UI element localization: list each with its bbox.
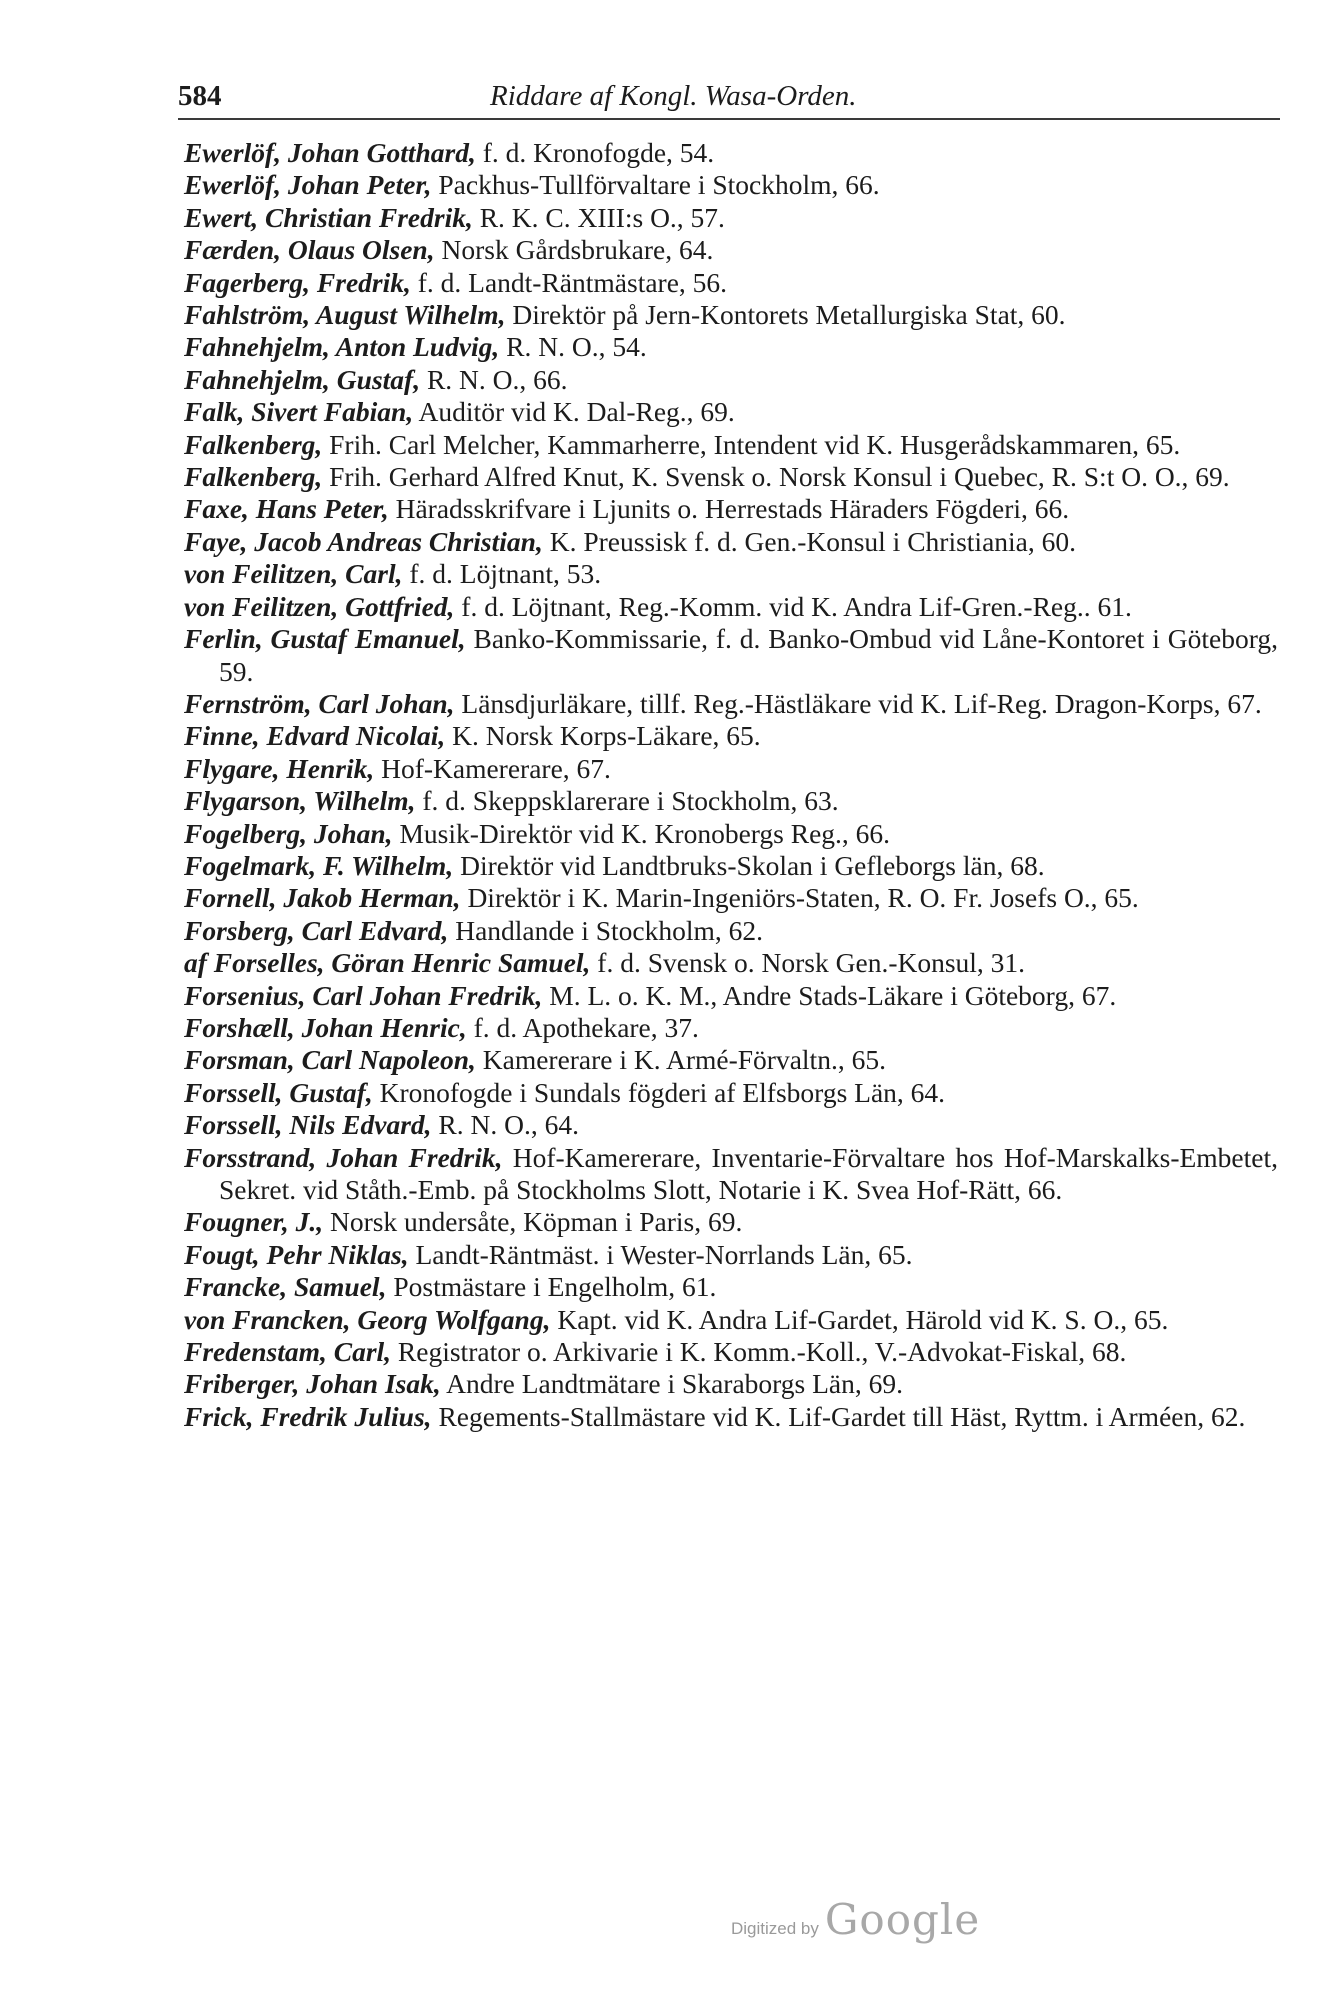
entry-name: Fougt, Pehr Niklas, xyxy=(184,1238,409,1270)
entry-name: Fogelberg, Johan, xyxy=(184,817,393,849)
page-header xyxy=(178,80,1278,120)
entry-name: Fougner, J., xyxy=(184,1206,324,1238)
entry-name: Faye, Jacob Andreas Christian, xyxy=(184,525,543,557)
entry-name: Fogelmark, F. Wilhelm, xyxy=(184,849,454,881)
entry-description: Regements-Stallmästare vid K. Lif-Gardet till Häst, Ryttm. i Arméen, 62. xyxy=(431,1400,1246,1432)
entry-description: f. d. Apothekare, 37. xyxy=(466,1011,699,1043)
entry-description: f. d. Löjtnant, 53. xyxy=(402,558,602,590)
digitized-by-google-watermark xyxy=(731,1895,980,1951)
entry xyxy=(184,1142,1278,1207)
entry-name: af Forselles, Göran Henric Samuel, xyxy=(184,947,591,979)
entry-description: Frih. Carl Melcher, Kammarherre, Intendent vid K. Husgerådskammaren, 65. xyxy=(322,428,1181,460)
entry-name: Ferlin, Gustaf Emanuel, xyxy=(184,623,466,655)
header-rule xyxy=(178,118,1280,120)
entry xyxy=(184,1012,1278,1044)
page-number: 584 xyxy=(178,80,222,112)
entry-name: Ewert, Christian Fredrik, xyxy=(184,201,473,233)
entry-name: Finne, Edvard Nicolai, xyxy=(184,720,446,752)
entry-name: von Feilitzen, Carl, xyxy=(184,558,403,590)
entry-name: Falk, Sivert Fabian, xyxy=(184,396,414,428)
entry xyxy=(184,1336,1278,1368)
entry-description: Auditör vid K. Dal-Reg., 69. xyxy=(413,396,735,428)
entry xyxy=(184,202,1278,234)
entry-description: Kamererare i K. Armé-Förvaltn., 65. xyxy=(475,1044,886,1076)
running-title: Riddare af Kongl. Wasa-Orden. xyxy=(490,80,857,112)
entry-description: Häradsskrifvare i Ljunits o. Herrestads Häraders Fögderi, 66. xyxy=(388,493,1070,525)
entry-name: von Feilitzen, Gottfried, xyxy=(184,590,455,622)
entry-description: f. d. Löjtnant, Reg.-Komm. vid K. Andra Lif-Gren.-Reg.. 61. xyxy=(454,590,1132,622)
entry-name: Francke, Samuel, xyxy=(184,1271,387,1303)
entry xyxy=(184,493,1278,525)
entry-name: Fernström, Carl Johan, xyxy=(184,687,455,719)
entry-name: Flygare, Henrik, xyxy=(184,752,375,784)
entry-name: Forsman, Carl Napoleon, xyxy=(184,1044,476,1076)
entry-description: Hof-Kamererare, 67. xyxy=(374,752,611,784)
entry xyxy=(184,169,1278,201)
entry-name: Fahnehjelm, Gustaf, xyxy=(184,363,421,395)
entry-name: Falkenberg, xyxy=(184,428,323,460)
entry-description: Hof-Kamererare, Inventarie-Förvaltare hos Hof-Marskalks-Embetet, Sekret. vid Ståth.-Emb. på Stockholms Slott, Notarie i K. Svea Hof-Rätt, 66. xyxy=(219,1141,1278,1205)
entry-description: R. N. O., 66. xyxy=(420,363,568,395)
entry-name: Forssell, Gustaf, xyxy=(184,1076,373,1108)
entry xyxy=(184,850,1278,882)
entry xyxy=(184,753,1278,785)
entry xyxy=(184,882,1278,914)
entry-description: Länsdjurläkare, tillf. Reg.-Hästläkare vid K. Lif-Reg. Dragon-Korps, 67. xyxy=(454,687,1262,719)
entry-description: Norsk undersåte, Köpman i Paris, 69. xyxy=(323,1206,743,1238)
entry-description: Direktör på Jern-Kontorets Metallurgiska Stat, 60. xyxy=(505,299,1066,331)
entry-description: Kapt. vid K. Andra Lif-Gardet, Härold vid K. S. O., 65. xyxy=(550,1303,1169,1335)
entry-name: Færden, Olaus Olsen, xyxy=(184,234,435,266)
entry xyxy=(184,1368,1278,1400)
entry xyxy=(184,558,1278,590)
entry xyxy=(184,785,1278,817)
entry xyxy=(184,267,1278,299)
entry xyxy=(184,591,1278,623)
entry-description: Andre Landtmätare i Skaraborgs Län, 69. xyxy=(440,1368,904,1400)
entry-description: Banko-Kommissarie, f. d. Banko-Ombud vid Låne-Kontoret i Göteborg, 59. xyxy=(219,623,1278,687)
entry xyxy=(184,688,1278,720)
entry xyxy=(184,818,1278,850)
entry-name: Fahnehjelm, Anton Ludvig, xyxy=(184,331,500,363)
entry xyxy=(184,915,1278,947)
entry-name: Flygarson, Wilhelm, xyxy=(184,785,416,817)
entry-description: M. L. o. K. M., Andre Stads-Läkare i Göteborg, 67. xyxy=(542,979,1117,1011)
entry xyxy=(184,1239,1278,1271)
entry-name: Forsenius, Carl Johan Fredrik, xyxy=(184,979,543,1011)
entry xyxy=(184,429,1278,461)
entry xyxy=(184,331,1278,363)
entry-description: Kronofogde i Sundals fögderi af Elfsborgs Län, 64. xyxy=(372,1076,946,1108)
entry-description: Musik-Direktör vid K. Kronobergs Reg., 66. xyxy=(392,817,891,849)
entry-name: Falkenberg, xyxy=(184,461,323,493)
entry-name: Forssell, Nils Edvard, xyxy=(184,1109,432,1141)
entry-description: Norsk Gårdsbrukare, 64. xyxy=(434,234,714,266)
entry-description: Registrator o. Arkivarie i K. Komm.-Koll., V.-Advokat-Fiskal, 68. xyxy=(391,1336,1127,1368)
entry-name: Forshæll, Johan Henric, xyxy=(184,1011,467,1043)
entry-name: Ewerlöf, Johan Peter, xyxy=(184,169,432,201)
entry-description: Frih. Gerhard Alfred Knut, K. Svensk o. Norsk Konsul i Quebec, R. S:t O. O., 69. xyxy=(322,461,1230,493)
entry xyxy=(184,1077,1278,1109)
entry xyxy=(184,396,1278,428)
entry-name: Fagerberg, Fredrik, xyxy=(184,266,411,298)
entry-name: Fahlström, August Wilhelm, xyxy=(184,299,506,331)
entry-name: Fornell, Jakob Herman, xyxy=(184,882,461,914)
entry xyxy=(184,1206,1278,1238)
entry-description: Packhus-Tullförvaltare i Stockholm, 66. xyxy=(431,169,880,201)
entry-name: Friberger, Johan Isak, xyxy=(184,1368,441,1400)
entry-description: f. d. Skeppsklarerare i Stockholm, 63. xyxy=(415,785,839,817)
entry-name: Fredenstam, Carl, xyxy=(184,1336,392,1368)
entry xyxy=(184,947,1278,979)
entry-description: Direktör i K. Marin-Ingeniörs-Staten, R. O. Fr. Josefs O., 65. xyxy=(460,882,1139,914)
entry xyxy=(184,364,1278,396)
entry xyxy=(184,623,1278,688)
entry-description: f. d. Svensk o. Norsk Gen.-Konsul, 31. xyxy=(590,947,1026,979)
entry-name: von Francken, Georg Wolfgang, xyxy=(184,1303,551,1335)
entry xyxy=(184,526,1278,558)
entry xyxy=(184,720,1278,752)
entry-list xyxy=(184,137,1278,1433)
entry-description: Landt-Räntmäst. i Wester-Norrlands Län, 65. xyxy=(408,1238,913,1270)
entry-description: R. K. C. XIII:s O., 57. xyxy=(472,201,725,233)
entry xyxy=(184,461,1278,493)
entry xyxy=(184,1044,1278,1076)
entry-description: Handlande i Stockholm, 62. xyxy=(448,914,764,946)
entry xyxy=(184,234,1278,266)
entry xyxy=(184,1401,1278,1433)
entry xyxy=(184,1109,1278,1141)
entry xyxy=(184,137,1278,169)
entry-description: f. d. Kronofogde, 54. xyxy=(475,137,715,168)
entry xyxy=(184,980,1278,1012)
watermark-prefix: Digitized by xyxy=(731,1919,819,1938)
entry xyxy=(184,299,1278,331)
google-logo: Google xyxy=(824,1895,981,1944)
entry-description: Direktör vid Landtbruks-Skolan i Gefleborgs län, 68. xyxy=(453,849,1045,881)
entry-name: Forsstrand, Johan Fredrik, xyxy=(184,1141,503,1173)
entry-description: R. N. O., 64. xyxy=(431,1109,579,1141)
entry xyxy=(184,1271,1278,1303)
entry-description: K. Preussisk f. d. Gen.-Konsul i Christiania, 60. xyxy=(542,525,1076,557)
entry-name: Forsberg, Carl Edvard, xyxy=(184,914,449,946)
entry-description: K. Norsk Korps-Läkare, 65. xyxy=(445,720,761,752)
entry-description: R. N. O., 54. xyxy=(499,331,647,363)
entry-description: f. d. Landt-Räntmästare, 56. xyxy=(410,266,728,298)
entry-name: Frick, Fredrik Julius, xyxy=(184,1400,432,1432)
entry-description: Postmästare i Engelholm, 61. xyxy=(386,1271,717,1303)
entry-name: Ewerlöf, Johan Gotthard, xyxy=(184,137,476,168)
entry-name: Faxe, Hans Peter, xyxy=(184,493,389,525)
entry xyxy=(184,1304,1278,1336)
